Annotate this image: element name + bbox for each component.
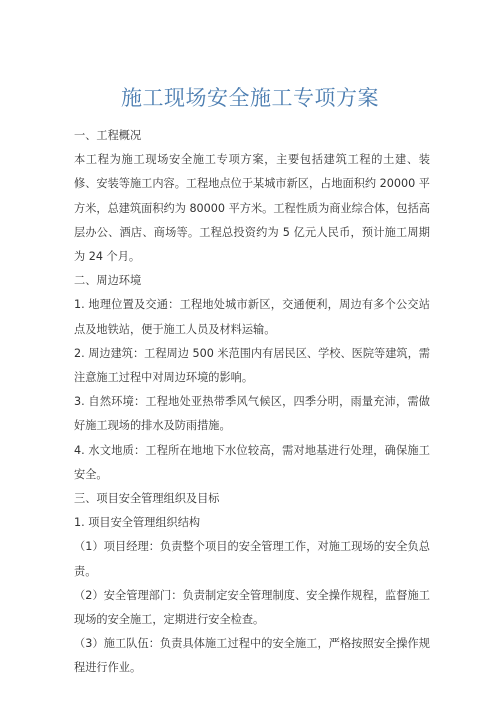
subheading-org-structure: 1. 项目安全管理组织结构 (74, 516, 201, 530)
paragraph-natural-environment: 3. 自然环境：工程地处亚热带季风气候区，四季分明，雨量充沛，需做好施工现场的排水及防雨措施。 (74, 395, 430, 433)
paragraph-safety-department: （2）安全管理部门：负责制定安全管理制度、安全操作规程，监督施工现场的安全施工，定期进行安全检查。 (74, 588, 430, 627)
paragraph-nearby-buildings: 2. 周边建筑：工程周边 500 米范围内有居民区、学校、医院等建筑，需注意施工过程中对周边环境的影响。 (74, 346, 430, 385)
paragraph-overview: 本工程为施工现场安全施工专项方案，主要包括建筑工程的土建、装修、安装等施工内容。工程地点位于某城市新区，占地面积约 20000 平方米，总建筑面积约为 80000 平方米。工程性质为商业综合体，包括高层办公、酒店、商场等。工程总投资约为 5 亿元人民币，预计施工周期为 24 个月。 (74, 153, 430, 264)
paragraph-construction-team: （3）施工队伍：负责具体施工过程中的安全施工，严格按照安全操作规程进行作业。 (74, 637, 430, 675)
document-body (74, 124, 430, 681)
paragraph-location-traffic: 1. 地理位置及交通：工程地处城市新区，交通便利，周边有多个公交站点及地铁站，便于施工人员及材料运输。 (74, 298, 430, 336)
paragraph-hydrogeology: 4. 水文地质：工程所在地地下水位较高，需对地基进行处理，确保施工安全。 (74, 443, 430, 481)
paragraph-project-manager: （1）项目经理：负责整个项目的安全管理工作，对施工现场的安全负总责。 (74, 540, 430, 578)
section-heading-surroundings: 二、周边环境 (74, 274, 142, 288)
document-title: 施工现场安全施工专项方案 (121, 86, 379, 110)
section-heading-safety-management: 三、项目安全管理组织及目标 (74, 492, 220, 506)
section-heading-overview: 一、工程概况 (74, 129, 142, 142)
